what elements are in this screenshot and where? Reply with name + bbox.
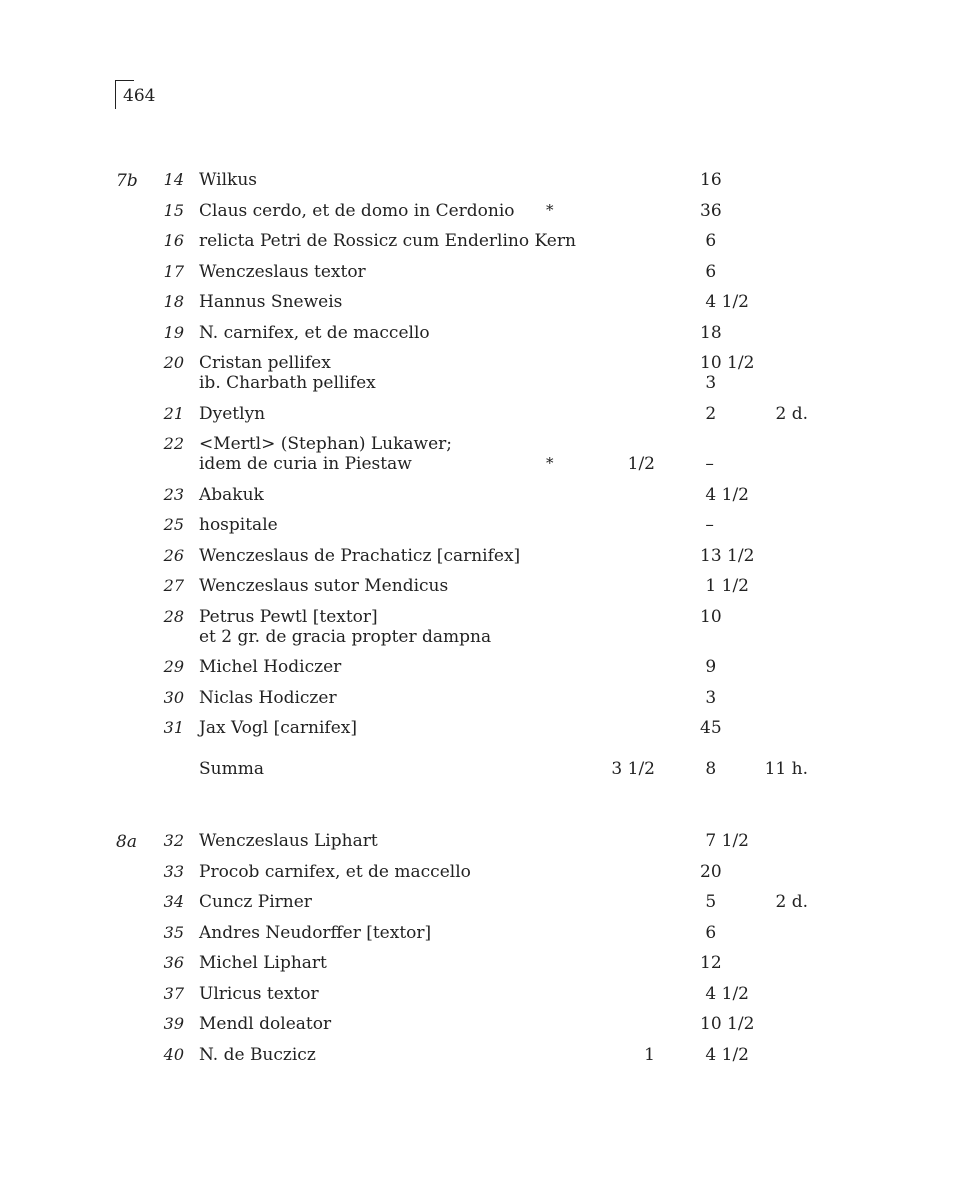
groschen-line: 5 — [700, 892, 717, 912]
groschen-line: 20 — [700, 861, 722, 882]
groschen-amount — [700, 953, 722, 973]
entry-name-line: Michel Liphart — [199, 953, 327, 973]
entry-name — [199, 953, 327, 973]
groschen-amount — [700, 353, 754, 393]
groschen-amount — [700, 984, 749, 1004]
groschen-line: 6 — [700, 231, 717, 251]
entry-name-line: ib. Charbath pellifex — [199, 373, 376, 393]
groschen-amount — [700, 231, 716, 251]
entry-number: 17 — [163, 261, 184, 281]
entry-number: 19 — [163, 322, 184, 342]
entry-name-line: N. carnifex, et de maccello — [199, 322, 430, 343]
folio-label: 8a — [116, 832, 137, 852]
groschen-line: 3 — [700, 373, 717, 393]
entry-number: 39 — [163, 1014, 184, 1033]
groschen-line: 6 — [700, 261, 717, 282]
groschen-line: 6 — [700, 922, 717, 943]
entry-name — [199, 353, 376, 393]
entry-number: 23 — [163, 484, 184, 504]
entry-number: 20 — [163, 353, 184, 372]
groschen-amount — [700, 1045, 749, 1065]
groschen-amount — [700, 323, 722, 343]
groschen-line: 10 — [700, 606, 722, 627]
groschen-amount — [700, 759, 716, 779]
groschen-line: 1 1/2 — [700, 576, 749, 596]
entry-name-line: Ulricus textor — [199, 983, 319, 1004]
entry-name-line: Claus cerdo, et de domo in Cerdonio — [199, 200, 515, 221]
page-number: 464 — [123, 86, 156, 106]
entry-number: 26 — [163, 545, 184, 565]
groschen-line: 13 1/2 — [700, 545, 755, 566]
entry-name — [199, 485, 264, 505]
entry-name — [199, 607, 491, 647]
groschen-line: 45 — [700, 718, 722, 738]
entry-name — [199, 759, 264, 779]
entry-name-line: Wenczeslaus textor — [199, 261, 366, 282]
entry-name — [199, 718, 357, 738]
groschen-line: – — [700, 454, 714, 474]
entry-name-line: Wenczeslaus Liphart — [199, 831, 378, 851]
mark-amount: 1/2 — [627, 454, 655, 474]
entry-name-line: Niclas Hodiczer — [199, 687, 337, 708]
entry-name — [199, 1014, 331, 1034]
groschen-amount — [700, 404, 716, 424]
groschen-amount — [700, 201, 722, 221]
entry-name-line: et 2 gr. de gracia propter dampna — [199, 626, 492, 647]
groschen-amount — [700, 576, 749, 596]
groschen-line: 12 — [700, 953, 722, 973]
entry-name-line: <Mertl> (Stephan) Lukawer; — [199, 434, 453, 454]
entry-name — [199, 231, 576, 251]
groschen-line: 8 — [700, 758, 717, 779]
groschen-amount — [700, 170, 722, 190]
entry-name — [199, 262, 366, 282]
groschen-amount — [700, 485, 749, 505]
entry-name — [199, 323, 430, 343]
entry-number: 29 — [163, 657, 184, 676]
entry-name-line: Petrus Pewtl [textor] — [199, 606, 378, 627]
groschen-line: 10 1/2 — [700, 1014, 755, 1034]
entry-name-line: Mendl doleator — [199, 1014, 332, 1034]
entry-number: 31 — [163, 718, 184, 737]
entry-name-line: Michel Hodiczer — [199, 657, 342, 677]
entry-name-line: Summa — [199, 758, 264, 779]
groschen-line: 3 — [700, 687, 717, 708]
groschen-amount — [700, 607, 722, 627]
groschen-amount — [700, 1014, 754, 1034]
heller-amount: 2 d. — [775, 403, 808, 424]
entry-name-line: Cristan pellifex — [199, 353, 331, 373]
entry-number: 36 — [163, 953, 184, 972]
asterisk-mark: * — [546, 200, 554, 219]
groschen-amount — [700, 262, 716, 282]
groschen-line: 9 — [700, 657, 717, 677]
groschen-amount — [700, 515, 714, 535]
entry-name — [199, 862, 471, 882]
groschen-amount — [700, 657, 716, 677]
entry-name — [199, 515, 278, 535]
entry-number: 22 — [163, 434, 184, 453]
entry-name-line: relicta Petri de Rossicz cum Enderlino Kern — [199, 231, 576, 251]
groschen-line: 2 — [700, 403, 717, 424]
entry-name-line: Cuncz Pirner — [199, 892, 312, 912]
groschen-line: 4 1/2 — [700, 983, 749, 1004]
entry-name-line: Wenczeslaus de Prachaticz [carnifex] — [199, 545, 521, 566]
groschen-amount — [700, 688, 716, 708]
groschen-line: 36 — [700, 200, 722, 221]
groschen-amount — [700, 546, 754, 566]
groschen-amount — [700, 831, 749, 851]
entry-name — [199, 170, 257, 190]
entry-number: 40 — [163, 1044, 184, 1064]
entry-number: 25 — [163, 515, 184, 534]
entry-number: 34 — [163, 892, 184, 911]
entry-name-line: hospitale — [199, 515, 278, 535]
entry-number: 21 — [163, 403, 184, 423]
groschen-line: 4 1/2 — [700, 292, 749, 312]
groschen-amount — [700, 862, 722, 882]
entry-name — [199, 923, 431, 943]
entry-name — [199, 404, 265, 424]
entry-name-line: Wilkus — [199, 170, 258, 190]
entry-number: 18 — [163, 292, 184, 311]
groschen-amount — [700, 892, 716, 912]
entry-name — [199, 688, 337, 708]
heller-amount: 2 d. — [775, 892, 808, 912]
entry-name — [199, 576, 448, 596]
groschen-line — [700, 434, 714, 454]
groschen-amount — [700, 434, 714, 474]
entry-number: 32 — [163, 831, 184, 850]
entry-name — [199, 546, 520, 566]
entry-name-line: Abakuk — [199, 484, 264, 505]
entry-name-line: Dyetlyn — [199, 403, 266, 424]
entry-number: 37 — [163, 983, 184, 1003]
entry-number: 15 — [163, 200, 184, 220]
folio-label: 7b — [116, 171, 138, 191]
entry-name-line: Jax Vogl [carnifex] — [199, 718, 357, 738]
asterisk-mark: * — [546, 454, 554, 472]
entry-name-line: idem de curia in Piestaw — [199, 454, 412, 474]
entry-name-line: Wenczeslaus sutor Mendicus — [199, 576, 449, 596]
groschen-line: 4 1/2 — [700, 1044, 749, 1065]
groschen-line: 7 1/2 — [700, 831, 749, 851]
entry-name — [199, 434, 452, 474]
groschen-line: 4 1/2 — [700, 484, 749, 505]
entry-name-line: Procob carnifex, et de maccello — [199, 861, 471, 882]
entry-number: 27 — [163, 576, 184, 595]
mark-amount: 3 1/2 — [611, 758, 655, 779]
entry-name — [199, 892, 312, 912]
heller-amount: 11 h. — [764, 758, 808, 779]
entry-number: 33 — [163, 861, 184, 881]
entry-name — [199, 984, 319, 1004]
entry-number: 16 — [163, 231, 184, 250]
entry-name-line: Andres Neudorffer [textor] — [199, 922, 432, 943]
groschen-amount — [700, 292, 749, 312]
groschen-line: 16 — [700, 170, 722, 190]
groschen-amount — [700, 923, 716, 943]
groschen-line: 18 — [700, 322, 722, 343]
entry-name — [199, 292, 342, 312]
entry-number: 28 — [163, 606, 184, 626]
entry-name-line: Hannus Sneweis — [199, 292, 343, 312]
entry-name-line: N. de Buczicz — [199, 1044, 316, 1065]
groschen-amount — [700, 718, 722, 738]
mark-amount: 1 — [644, 1044, 655, 1065]
entry-number: 35 — [163, 922, 184, 942]
groschen-line: 10 1/2 — [700, 353, 755, 373]
entry-name — [199, 1045, 316, 1065]
entry-number: 30 — [163, 687, 184, 707]
entry-number: 14 — [163, 170, 184, 189]
entry-name — [199, 657, 341, 677]
groschen-line: – — [700, 515, 714, 535]
entry-name — [199, 201, 515, 221]
entry-name — [199, 831, 378, 851]
